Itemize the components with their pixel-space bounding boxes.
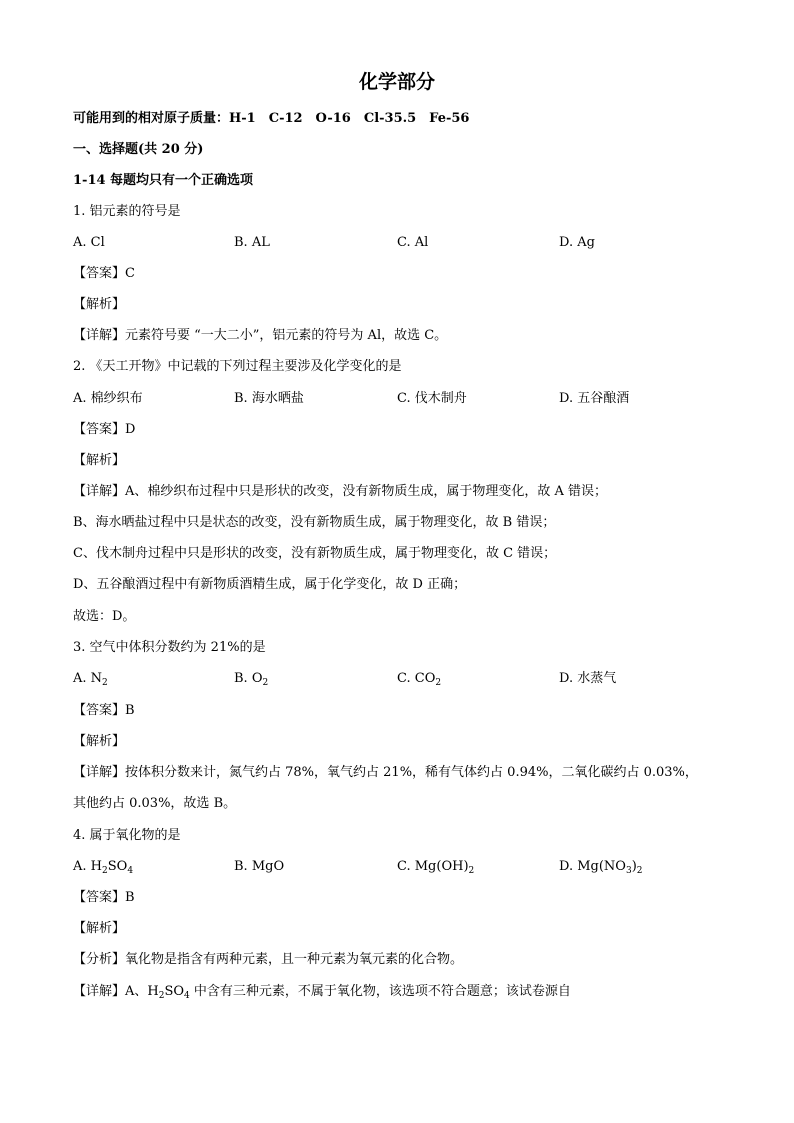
option-c: C. Al bbox=[397, 235, 429, 250]
option-a: A. Cl bbox=[73, 235, 105, 250]
question-2-options bbox=[73, 390, 733, 408]
option-b: B. $O_2$ bbox=[234, 671, 269, 688]
detail-explanation: 【详解】A、$H_2SO_4$ 中含有三种元素，不属于氧化物，该选项不符合题意；该试卷源自 bbox=[73, 984, 571, 1001]
question-1-stem: 1. 铝元素的符号是 bbox=[73, 204, 181, 219]
analysis-label: 【解析】 bbox=[73, 297, 126, 312]
option-a: A. $N_2$ bbox=[73, 671, 108, 688]
analysis-label: 【解析】 bbox=[73, 921, 126, 936]
option-d: D. $Mg(NO_3)_2$ bbox=[559, 859, 643, 876]
detail-explanation: 【详解】按体积分数来计，氮气约占 78%，氧气约占 21%，稀有气体约占 0.94%，二氧化碳约占 0.03%， bbox=[73, 765, 698, 780]
detail-explanation: C、伐木制舟过程中只是形状的改变，没有新物质生成，属于物理变化，故 C 错误； bbox=[73, 546, 557, 561]
question-4-options bbox=[73, 858, 733, 876]
option-a: A. 棉纱织布 bbox=[73, 391, 143, 406]
question-4-stem: 4. 属于氧化物的是 bbox=[73, 828, 181, 843]
question-3-options bbox=[73, 670, 733, 688]
answer: 【答案】B bbox=[73, 703, 135, 718]
option-d: D. 水蒸气 bbox=[559, 671, 617, 686]
option-b: B. MgO bbox=[234, 859, 285, 874]
analysis-label: 【解析】 bbox=[73, 734, 126, 749]
detail-explanation: 其他约占 0.03%，故选 B。 bbox=[73, 796, 237, 811]
page-title: 化学部分 bbox=[358, 71, 435, 93]
option-c: C. $Mg(OH)_2$ bbox=[397, 859, 475, 876]
option-d: D. Ag bbox=[559, 235, 595, 250]
analysis-label: 【解析】 bbox=[73, 453, 126, 468]
section-heading: 一、选择题(共 20 分) bbox=[73, 142, 204, 157]
question-2-stem: 2. 《天工开物》中记载的下列过程主要涉及化学变化的是 bbox=[73, 359, 402, 374]
detail-conclusion: 故选：D。 bbox=[73, 609, 136, 624]
option-c: C. 伐木制舟 bbox=[397, 391, 467, 406]
question-3-stem: 3. 空气中体积分数约为 21%的是 bbox=[73, 640, 266, 655]
analysis-point: 【分析】氧化物是指含有两种元素，且一种元素为氧元素的化合物。 bbox=[73, 952, 464, 967]
detail-explanation: D、五谷酿酒过程中有新物质酒精生成，属于化学变化，故 D 正确； bbox=[73, 577, 467, 592]
answer: 【答案】C bbox=[73, 266, 135, 281]
option-b: B. AL bbox=[234, 235, 270, 250]
atomic-masses-note: 可能用到的相对原子质量：H-1 C-12 O-16 Cl-35.5 Fe-56 bbox=[73, 111, 470, 126]
detail-explanation: 【详解】元素符号要 “一大二小”，铝元素的符号为 Al，故选 C。 bbox=[73, 328, 448, 343]
option-b: B. 海水晒盐 bbox=[234, 391, 304, 406]
subsection-heading: 1-14 每题均只有一个正确选项 bbox=[73, 173, 254, 188]
answer: 【答案】B bbox=[73, 890, 135, 905]
detail-explanation: 【详解】A、棉纱织布过程中只是形状的改变，没有新物质生成，属于物理变化，故 A 错误； bbox=[73, 484, 608, 499]
option-d: D. 五谷酿酒 bbox=[559, 391, 630, 406]
option-c: C. $CO_2$ bbox=[397, 671, 442, 688]
option-a: A. $H_2SO_4$ bbox=[73, 859, 134, 876]
question-1-options bbox=[73, 234, 733, 252]
answer: 【答案】D bbox=[73, 422, 136, 437]
detail-explanation: B、海水晒盐过程中只是状态的改变，没有新物质生成，属于物理变化，故 B 错误； bbox=[73, 515, 556, 530]
